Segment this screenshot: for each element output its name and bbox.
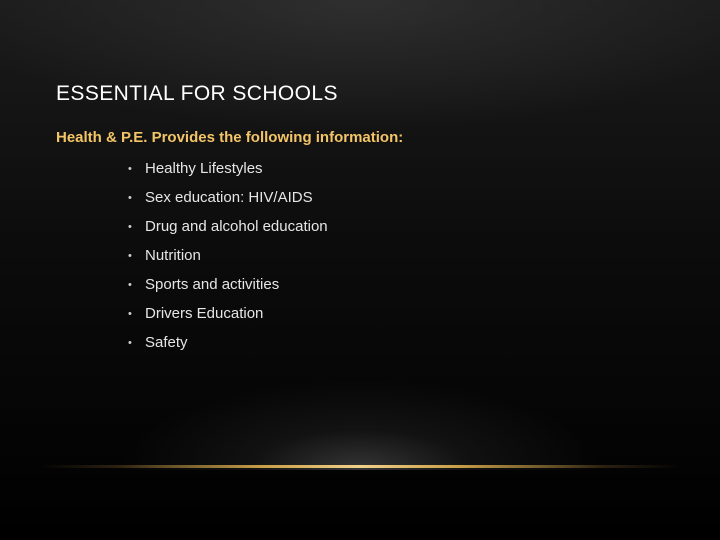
slide-subtitle: Health & P.E. Provides the following information: xyxy=(56,129,404,146)
bullet-item xyxy=(128,333,328,362)
bullet-icon: • xyxy=(128,337,132,349)
bullet-text: Sex education: HIV/AIDS xyxy=(145,189,313,206)
bottom-glow xyxy=(120,380,600,470)
bullet-text: Safety xyxy=(145,334,188,351)
bullet-list xyxy=(128,159,328,362)
bullet-item xyxy=(128,275,328,304)
bullet-item xyxy=(128,188,328,217)
bullet-text: Healthy Lifestyles xyxy=(145,160,263,177)
bullet-text: Drivers Education xyxy=(145,305,264,322)
bullet-item xyxy=(128,246,328,275)
gold-accent-line xyxy=(40,465,680,468)
bullet-icon: • xyxy=(128,308,132,320)
bullet-icon: • xyxy=(128,250,132,262)
slide-title: ESSENTIAL FOR SCHOOLS xyxy=(56,82,338,105)
bullet-text: Nutrition xyxy=(145,247,201,264)
bullet-item xyxy=(128,304,328,333)
bullet-item xyxy=(128,159,328,188)
bullet-text: Sports and activities xyxy=(145,276,280,293)
bullet-text: Drug and alcohol education xyxy=(145,218,328,235)
bullet-item xyxy=(128,217,328,246)
bullet-icon: • xyxy=(128,221,132,233)
bullet-icon: • xyxy=(128,192,132,204)
bullet-icon: • xyxy=(128,163,132,175)
bullet-icon: • xyxy=(128,279,132,291)
